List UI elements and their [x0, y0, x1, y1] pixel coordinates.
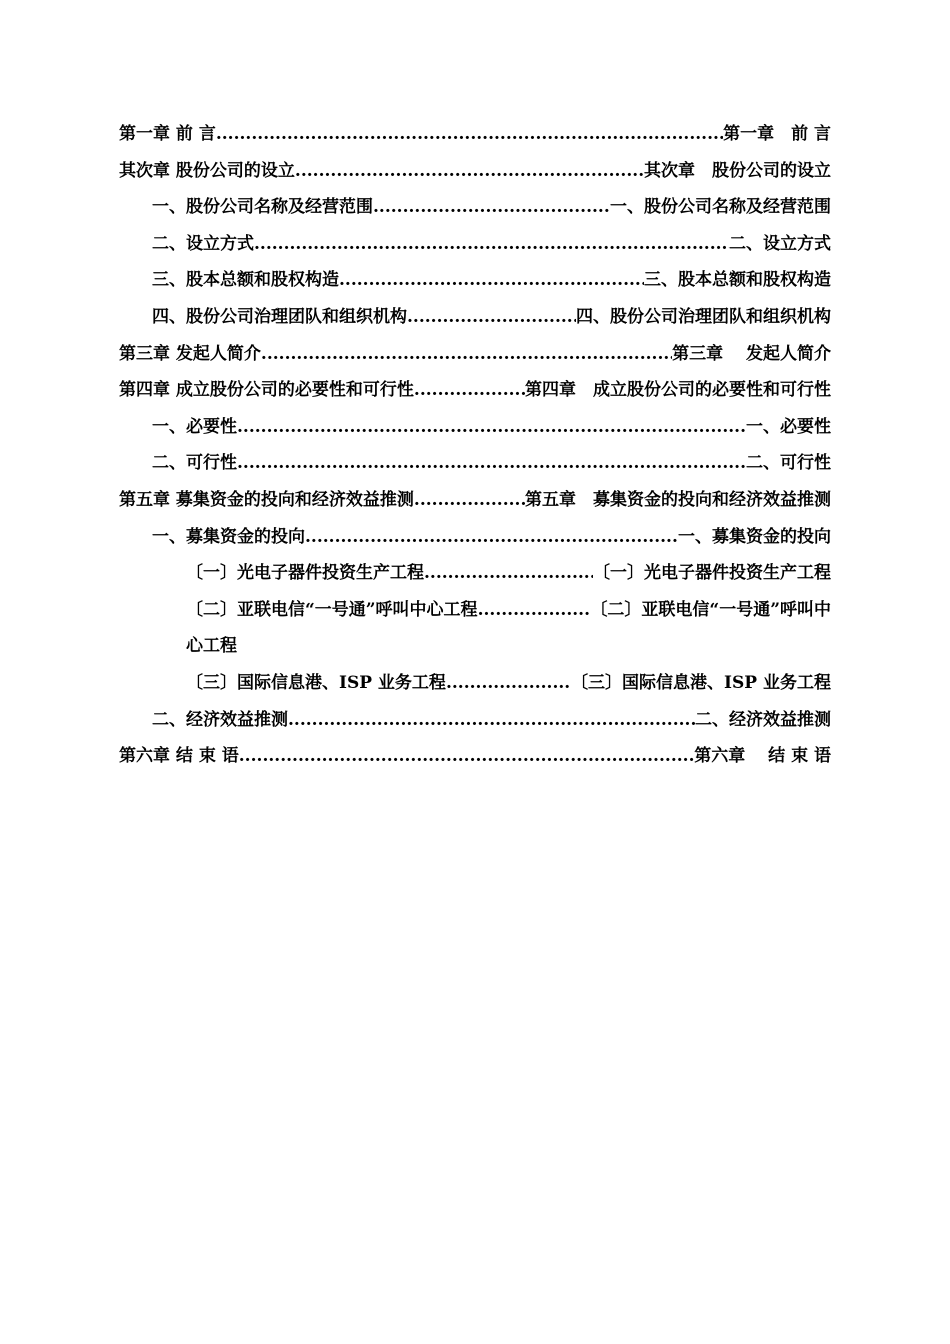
toc-entry-title: 四、股份公司治理团队和组织机构 [152, 306, 407, 327]
toc-entry-section-2-3[interactable] [119, 262, 831, 299]
toc-entry-subsection-5-1-1[interactable] [119, 555, 831, 592]
toc-entry-section-4-2[interactable] [119, 445, 831, 482]
toc-entry-ref: 〔一〕光电子器件投资生产工程 [593, 563, 831, 584]
toc-entry-ref: 〔二〕亚联电信“一号通”呼叫中 [590, 599, 831, 620]
toc-entry-ref: 二、经济效益推测 [695, 709, 831, 730]
toc-entry-section-5-1[interactable] [119, 519, 831, 556]
toc-entry-title: 〔一〕光电子器件投资生产工程 [186, 563, 424, 584]
toc-leader-dots [237, 445, 746, 482]
toc-leader-dots [216, 116, 723, 153]
toc-entry-section-2-4[interactable] [119, 299, 831, 336]
toc-entry-ref: 其次章 股份公司的设立 [644, 160, 831, 181]
toc-leader-dots [478, 592, 591, 629]
toc-leader-dots [288, 702, 695, 739]
toc-entry-chapter-4[interactable] [119, 372, 831, 409]
toc-leader-dots [424, 555, 593, 592]
toc-entry-section-5-2[interactable] [119, 702, 831, 739]
toc-entry-title: 二、可行性 [152, 453, 237, 474]
toc-entry-ref: 第六章 结 束 语 [694, 746, 831, 767]
toc-entry-chapter-3[interactable] [119, 336, 831, 373]
toc-entry-ref: 二、设立方式 [729, 233, 831, 254]
toc-entry-subsection-5-1-3[interactable] [119, 665, 831, 702]
toc-entry-ref: 一、募集资金的投向 [678, 526, 831, 547]
toc-entry-title: 第一章 前 言 [119, 124, 216, 144]
toc-entry-chapter-5[interactable] [119, 482, 831, 519]
toc-leader-dots [407, 299, 576, 336]
toc-leader-dots [414, 372, 525, 409]
toc-entry-title: 二、经济效益推测 [152, 709, 288, 730]
toc-leader-dots [414, 482, 525, 519]
toc-leader-dots [339, 262, 644, 299]
toc-entry-title: 一、必要性 [152, 416, 237, 437]
toc-entry-ref: 二、可行性 [746, 453, 831, 474]
toc-entry-title: 一、募集资金的投向 [152, 526, 305, 547]
toc-entry-title: 第六章 结 束 语 [119, 746, 239, 767]
table-of-contents [119, 116, 831, 775]
toc-entry-title: 一、股份公司名称及经营范围 [152, 197, 373, 218]
toc-entry-subsection-5-1-2[interactable] [119, 592, 831, 629]
toc-entry-chapter-6[interactable] [119, 738, 831, 775]
toc-entry-title: 三、股本总额和股权构造 [152, 270, 339, 291]
toc-entry-title: 其次章 股份公司的设立 [119, 160, 295, 181]
toc-entry-title: 〔二〕亚联电信“一号通”呼叫中心工程 [186, 599, 478, 620]
toc-entry-title: 〔三〕国际信息港、ISP 业务工程 [186, 672, 446, 693]
toc-entry-ref-continuation: 心工程 [186, 636, 237, 657]
toc-entry-title: 第四章 成立股份公司的必要性和可行性 [119, 380, 414, 401]
toc-entry-continuation [119, 628, 831, 665]
toc-leader-dots [305, 519, 678, 556]
toc-entry-title: 第五章 募集资金的投向和经济效益推测 [119, 489, 414, 510]
toc-entry-chapter-2[interactable] [119, 153, 831, 190]
toc-entry-title: 第三章 发起人简介 [119, 343, 261, 364]
toc-entry-ref: 一、必要性 [746, 416, 831, 437]
toc-entry-ref: 第四章 成立股份公司的必要性和可行性 [525, 380, 831, 401]
toc-entry-section-4-1[interactable] [119, 409, 831, 446]
toc-entry-chapter-1[interactable] [119, 116, 831, 153]
toc-entry-section-2-1[interactable] [119, 189, 831, 226]
toc-entry-section-2-2[interactable] [119, 226, 831, 263]
toc-entry-ref: 三、股本总额和股权构造 [644, 270, 831, 291]
toc-entry-ref: 四、股份公司治理团队和组织机构 [576, 306, 831, 327]
toc-entry-ref: 第三章 发起人简介 [672, 343, 831, 364]
toc-leader-dots [373, 189, 610, 226]
toc-leader-dots [237, 409, 746, 446]
toc-leader-dots [295, 153, 644, 190]
toc-entry-ref: 一、股份公司名称及经营范围 [610, 197, 831, 218]
toc-leader-dots [239, 738, 694, 775]
toc-leader-dots [254, 226, 729, 263]
toc-entry-title: 二、设立方式 [152, 233, 254, 254]
toc-entry-ref: 第五章 募集资金的投向和经济效益推测 [525, 489, 831, 510]
toc-leader-dots [446, 665, 571, 702]
toc-leader-dots [261, 336, 672, 373]
toc-entry-ref: 〔三〕国际信息港、ISP 业务工程 [571, 672, 831, 693]
toc-entry-ref: 第一章 前 言 [723, 124, 831, 144]
